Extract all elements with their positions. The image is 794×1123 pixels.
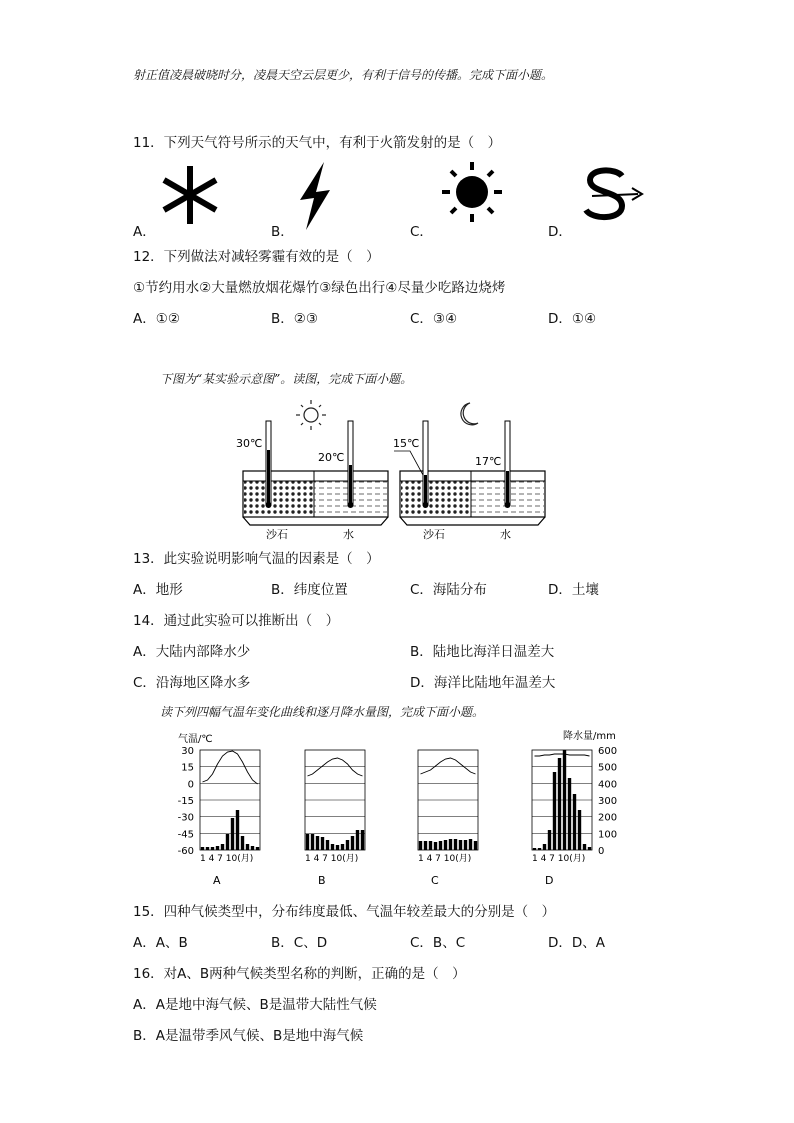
temp-tick: -30 — [177, 812, 194, 824]
precip-bar — [424, 841, 427, 850]
precip-bar — [548, 830, 551, 850]
q12-option-b[interactable]: B．②③ — [271, 311, 318, 327]
precip-bar — [543, 844, 546, 850]
precip-bar — [588, 847, 591, 850]
chart-label: C — [431, 874, 439, 887]
temp-axis-label: 气温/℃ — [178, 734, 213, 745]
precip-bar — [336, 845, 339, 850]
precip-bar — [434, 842, 437, 850]
precip-bar — [361, 830, 364, 850]
precip-bar — [459, 840, 462, 850]
q13-option-c[interactable]: C．海陆分布 — [410, 582, 487, 598]
q12-option-c[interactable]: C．③④ — [410, 311, 458, 327]
q16-option-b[interactable]: B．A是温带季风气候、B是地中海气候 — [133, 1028, 364, 1044]
precip-bar — [351, 836, 354, 850]
temp-curve — [203, 751, 258, 784]
precip-tick: 500 — [598, 762, 618, 774]
night-water-temp: 17℃ — [475, 455, 502, 468]
temp-tick: 0 — [187, 779, 194, 791]
q11-stem: 11．下列天气符号所示的天气中，有利于火箭发射的是（ ） — [133, 135, 502, 151]
day-water-label: 水 — [343, 528, 354, 540]
chart-label: B — [318, 874, 326, 887]
q11-option-d[interactable]: D． — [548, 224, 572, 240]
precip-tick: 300 — [598, 796, 618, 807]
chart-label: D — [545, 874, 554, 887]
day-sand-temp: 30℃ — [236, 437, 263, 450]
intro-line: 射正值凌晨破晓时分，凌晨天空云层更少，有利于信号的传播。完成下面小题。 — [133, 68, 554, 82]
precip-bar — [474, 841, 477, 850]
q14-option-a[interactable]: A．大陆内部降水少 — [133, 644, 251, 660]
sun-icon — [296, 400, 326, 430]
experiment-intro: 下图为“某实验示意图”。读图，完成下面小题。 — [160, 372, 413, 386]
q14-option-d[interactable]: D．海洋比陆地年温差大 — [410, 675, 556, 691]
temp-curve — [535, 754, 590, 756]
q15-option-d[interactable]: D．D、A — [548, 935, 606, 951]
q15-stem: 15．四种气候类型中，分布纬度最低、气温年较差最大的分别是（ ） — [133, 904, 556, 920]
precip-bar — [563, 750, 566, 850]
temp-tick: 15 — [181, 762, 194, 774]
climate-chart-c — [418, 750, 478, 887]
q15-option-a[interactable]: A．A、B — [133, 935, 188, 951]
experiment-diagram — [230, 395, 550, 540]
precip-bar — [231, 818, 234, 850]
precip-tick: 200 — [598, 812, 618, 824]
temp-curve — [421, 758, 476, 774]
precip-bar — [573, 794, 576, 850]
q15-option-b[interactable]: B．C、D — [271, 935, 328, 951]
q14-option-c[interactable]: C．沿海地区降水多 — [133, 675, 251, 691]
precip-bar — [216, 846, 219, 850]
temp-tick: 30 — [181, 746, 194, 757]
precip-bar — [558, 758, 561, 850]
precip-bar — [346, 840, 349, 850]
precip-bar — [464, 840, 467, 850]
precip-bar — [226, 834, 229, 850]
precip-bar — [306, 834, 309, 850]
month-ticks: 1 4 7 10(月) — [200, 854, 254, 864]
precip-tick: 600 — [598, 746, 618, 757]
precip-bar — [429, 841, 432, 850]
precip-bar — [206, 847, 209, 850]
day-water-temp: 20℃ — [318, 451, 345, 464]
precip-tick: 0 — [598, 846, 605, 857]
precip-bar — [221, 844, 224, 850]
moon-icon — [461, 403, 478, 425]
precip-bar — [356, 830, 359, 850]
precip-tick: 100 — [598, 829, 618, 841]
climate-chart-a — [200, 750, 260, 887]
night-water-label: 水 — [500, 528, 511, 540]
precip-bar — [533, 848, 536, 850]
q13-option-d[interactable]: D．土壤 — [548, 582, 599, 598]
month-ticks: 1 4 7 10(月) — [418, 854, 472, 864]
precip-tick: 400 — [598, 779, 618, 791]
precip-bar — [316, 836, 319, 850]
q12-stem: 12．下列做法对减轻雾霾有效的是（ ） — [133, 249, 380, 265]
q15-option-c[interactable]: C．B、C — [410, 935, 466, 951]
precip-bar — [321, 837, 324, 850]
precip-bar — [331, 844, 334, 850]
q11-option-b[interactable]: B． — [271, 224, 294, 240]
precip-bar — [449, 839, 452, 850]
day-sand-label: 沙石 — [266, 528, 288, 540]
lightning-weather-symbol — [292, 160, 338, 232]
q16-option-a[interactable]: A．A是地中海气候、B是温带大陆性气候 — [133, 997, 377, 1013]
q16-stem: 16．对A、B两种气候类型名称的判断，正确的是（ ） — [133, 966, 466, 982]
night-sand-label: 沙石 — [423, 528, 445, 540]
climate-chart-d — [532, 750, 592, 887]
precip-bar — [538, 848, 541, 850]
precip-bar — [256, 847, 259, 850]
precip-bar — [578, 810, 581, 850]
q14-option-b[interactable]: B．陆地比海洋日温差大 — [410, 644, 555, 660]
snow-weather-symbol — [155, 162, 225, 228]
climate-chart-b — [305, 750, 365, 887]
precip-bar — [454, 839, 457, 850]
climate-charts — [160, 726, 630, 891]
q14-stem: 14．通过此实验可以推断出（ ） — [133, 613, 340, 629]
precip-bar — [553, 772, 556, 850]
chart-label: A — [213, 874, 221, 887]
q13-option-b[interactable]: B．纬度位置 — [271, 582, 348, 598]
precip-bar — [568, 778, 571, 850]
q13-option-a[interactable]: A．地形 — [133, 582, 183, 598]
precip-bar — [341, 844, 344, 850]
precip-bar — [419, 841, 422, 850]
precip-bar — [583, 844, 586, 850]
month-ticks: 1 4 7 10(月) — [532, 854, 586, 864]
precip-bar — [311, 834, 314, 850]
sandstorm-weather-symbol — [578, 164, 648, 226]
temp-curve — [308, 758, 363, 776]
climate-intro: 读下列四幅气温年变化曲线和逐月降水量图，完成下面小题。 — [160, 705, 485, 719]
precip-axis-label: 降水量/mm — [563, 731, 616, 742]
q12-option-d[interactable]: D．①④ — [548, 311, 597, 327]
night-sand-temp: 15℃ — [393, 437, 420, 450]
precip-bar — [444, 840, 447, 850]
q11-option-a[interactable]: A． — [133, 224, 156, 240]
month-ticks: 1 4 7 10(月) — [305, 854, 359, 864]
precip-bar — [211, 847, 214, 850]
precip-bar — [246, 844, 249, 850]
precip-bar — [326, 840, 329, 850]
precip-bar — [236, 810, 239, 850]
q13-stem: 13．此实验说明影响气温的因素是（ ） — [133, 551, 380, 567]
q12-items: ①节约用水②大量燃放烟花爆竹③绿色出行④尽量少吃路边烧烤 — [133, 280, 506, 296]
precip-bar — [241, 836, 244, 850]
q11-option-c[interactable]: C． — [410, 224, 433, 240]
precip-bar — [469, 839, 472, 850]
precip-bar — [439, 841, 442, 850]
temp-tick: -45 — [177, 829, 194, 841]
temp-tick: -15 — [177, 796, 194, 807]
q12-option-a[interactable]: A．①② — [133, 311, 180, 327]
precip-bar — [201, 847, 204, 850]
temp-tick: -60 — [177, 846, 194, 857]
sunny-weather-symbol — [437, 160, 507, 224]
precip-bar — [251, 846, 254, 850]
